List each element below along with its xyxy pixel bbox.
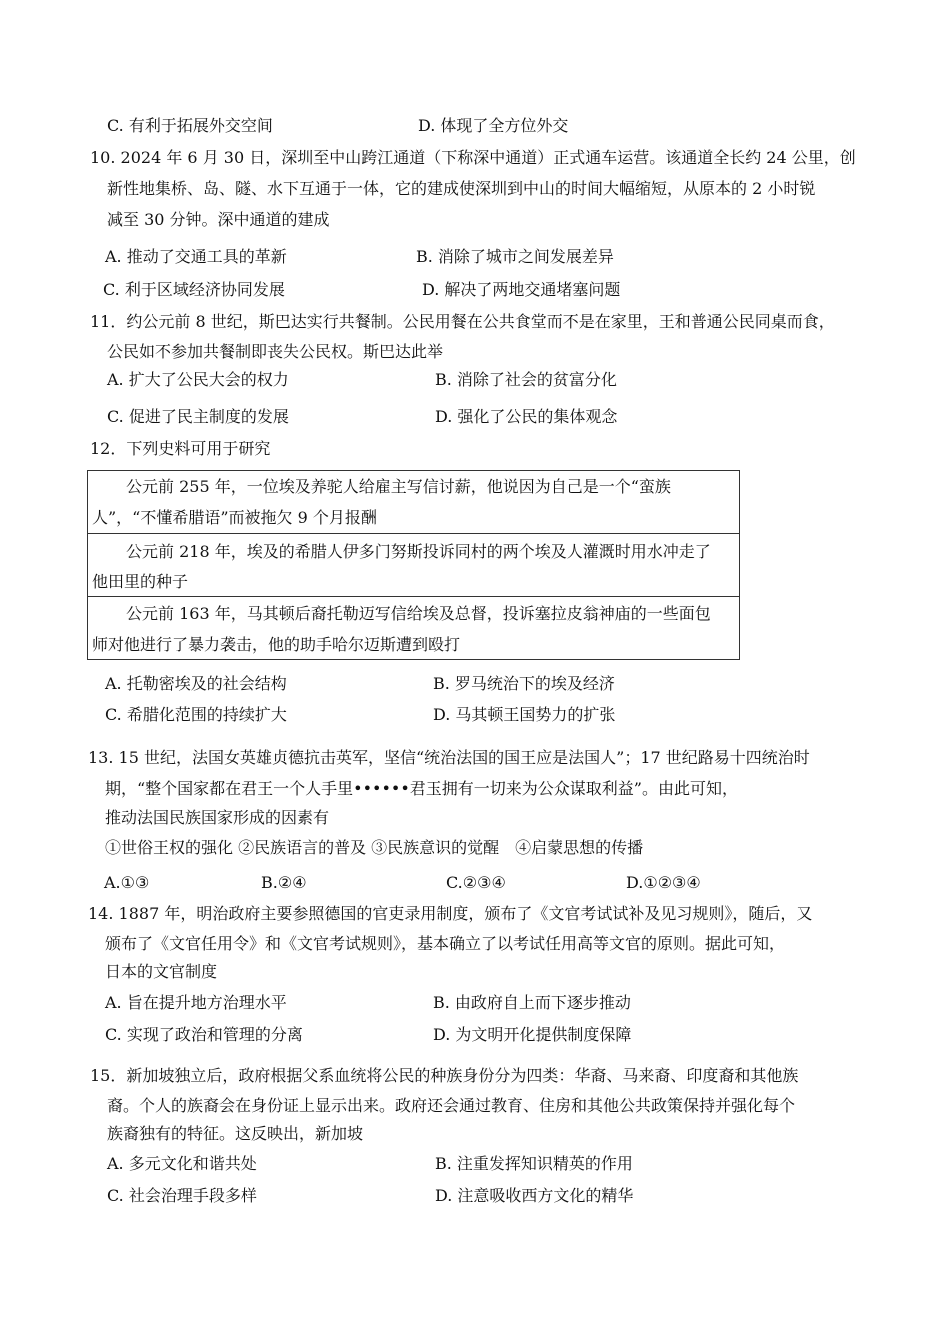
q13-stem-line-3: 推动法国民族国家形成的因素有 xyxy=(105,808,330,827)
source-3-line-1: 公元前 163 年，马其顿后裔托勒迈写信给埃及总督，投诉塞拉皮翁神庙的一些面包 xyxy=(126,604,711,623)
table-row xyxy=(88,597,739,659)
q13-stem-line-1: 13. 15 世纪，法国女英雄贞德抗击英军，坚信“统治法国的国王应是法国人”；17 世纪路易十四统治时 xyxy=(88,748,810,767)
q10-stem-line-1: 10. 2024 年 6 月 30 日，深圳至中山跨江通道（下称深中通道）正式通车运营。该通道全长约 24 公里，创 xyxy=(90,148,856,167)
q10-option-c: C. 利于区域经济协同发展 xyxy=(103,280,285,299)
q12-option-c: C. 希腊化范围的持续扩大 xyxy=(105,705,287,724)
q15-option-a: A. 多元文化和谐共处 xyxy=(107,1154,257,1173)
q15-option-c: C. 社会治理手段多样 xyxy=(107,1186,257,1205)
q14-stem-line-3: 日本的文官制度 xyxy=(105,962,218,981)
source-1-line-1: 公元前 255 年，一位埃及养驼人给雇主写信讨薪，他说因为自己是一个“蛮族 xyxy=(126,477,671,496)
q14-stem-line-1: 14. 1887 年，明治政府主要参照德国的官吏录用制度，颁布了《文官考试试补及见习规则》，随后，又 xyxy=(88,904,813,923)
q11-option-d: D. 强化了公民的集体观念 xyxy=(435,407,618,426)
q11-stem-line-2: 公民如不参加共餐制即丧失公民权。斯巴达此举 xyxy=(107,342,444,361)
q15-option-b: B. 注重发挥知识精英的作用 xyxy=(435,1154,633,1173)
source-1-line-2: 人”，“不懂希腊语”而被拖欠 9 个月报酬 xyxy=(92,508,377,527)
q10-option-d: D. 解决了两地交通堵塞问题 xyxy=(422,280,621,299)
q15-stem-line-3: 族裔独有的特征。这反映出，新加坡 xyxy=(107,1124,364,1143)
q10-stem-line-2: 新性地集桥、岛、隧、水下互通于一体，它的建成使深圳到中山的时间大幅缩短，从原本的 2 小时锐 xyxy=(107,179,816,198)
q9-option-c: C. 有利于拓展外交空间 xyxy=(107,116,273,135)
q13-stem-line-2: 期，“整个国家都在君王一个人手里••••••君玉拥有一切来为公众谋取利益”。由此可知， xyxy=(105,779,738,798)
source-3-line-2: 师对他进行了暴力袭击，他的助手哈尔迈斯遭到殴打 xyxy=(92,635,461,654)
q12-option-a: A. 托勒密埃及的社会结构 xyxy=(105,674,287,693)
q13-option-b: B.②④ xyxy=(261,873,307,892)
q10-option-a: A. 推动了交通工具的革新 xyxy=(105,247,287,266)
q14-option-c: C. 实现了政治和管理的分离 xyxy=(105,1025,303,1044)
q13-option-a: A.①③ xyxy=(104,873,150,892)
q13-option-c: C.②③④ xyxy=(446,873,506,892)
q11-stem-line-1: 11．约公元前 8 世纪，斯巴达实行共餐制。公民用餐在公共食堂而不是在家里，王和普通公民同桌而食， xyxy=(90,312,835,331)
q14-option-b: B. 由政府自上而下逐步推动 xyxy=(433,993,631,1012)
q11-option-a: A. 扩大了公民大会的权力 xyxy=(107,370,289,389)
q15-stem-line-2: 裔。个人的族裔会在身份证上显示出来。政府还会通过教育、住房和其他公共政策保持并强化每个 xyxy=(107,1096,796,1115)
q15-stem-line-1: 15．新加坡独立后，政府根据父系血统将公民的种族身份分为四类：华裔、马来裔、印度裔和其他族 xyxy=(90,1066,799,1085)
q12-stem: 12．下列史料可用于研究 xyxy=(90,439,271,458)
table-row xyxy=(88,471,739,534)
q10-option-b: B. 消除了城市之间发展差异 xyxy=(416,247,614,266)
q10-stem-line-3: 减至 30 分钟。深中通道的建成 xyxy=(107,210,330,229)
q15-option-d: D. 注意吸收西方文化的精华 xyxy=(435,1186,634,1205)
q12-source-table xyxy=(87,470,740,660)
q14-option-d: D. 为文明开化提供制度保障 xyxy=(433,1025,632,1044)
q13-items: ①世俗王权的强化 ②民族语言的普及 ③民族意识的觉醒 ④启蒙思想的传播 xyxy=(105,838,644,857)
q14-option-a: A. 旨在提升地方治理水平 xyxy=(105,993,287,1012)
table-row xyxy=(88,534,739,597)
source-2-line-1: 公元前 218 年，埃及的希腊人伊多门努斯投诉同村的两个埃及人灌溉时用水冲走了 xyxy=(126,542,711,561)
q11-option-c: C. 促进了民主制度的发展 xyxy=(107,407,289,426)
q12-option-d: D. 马其顿王国势力的扩张 xyxy=(433,705,616,724)
q9-option-d: D. 体现了全方位外交 xyxy=(418,116,569,135)
q11-option-b: B. 消除了社会的贫富分化 xyxy=(435,370,617,389)
q12-option-b: B. 罗马统治下的埃及经济 xyxy=(433,674,615,693)
q13-option-d: D.①②③④ xyxy=(626,873,701,892)
q14-stem-line-2: 颁布了《文官任用令》和《文官考试规则》，基本确立了以考试任用高等文官的原则。据此可知， xyxy=(105,934,786,953)
source-2-line-2: 他田里的种子 xyxy=(92,572,189,591)
